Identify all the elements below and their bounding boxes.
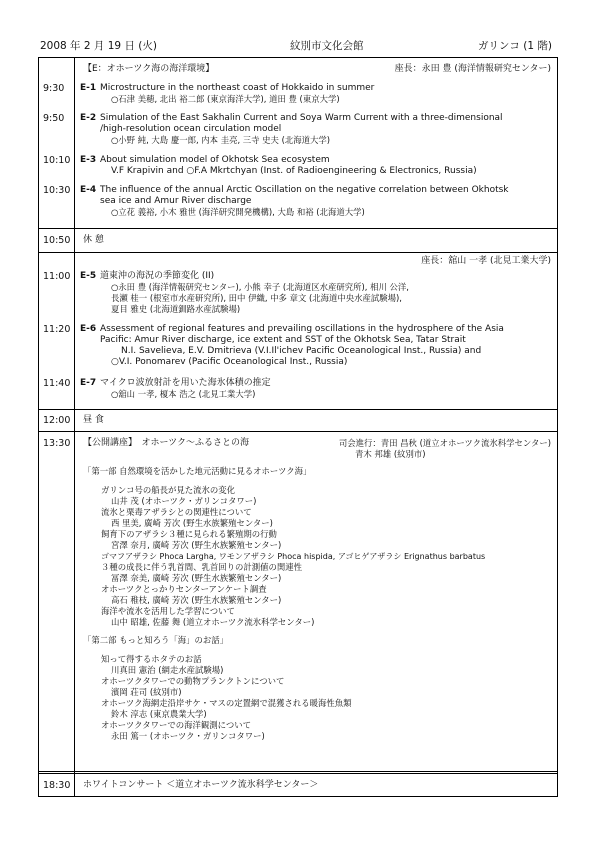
concert-label: ホワイトコンサート ＜道立オホーツク流氷科学センター＞ [83,780,319,790]
session-e-chair: 座長：永田 豊 (海洋情報研究センター) [394,64,551,74]
lecture-title: オホーツクタワーでの動物プランクトンについて [101,676,285,686]
time-label: 9:50 [43,113,65,124]
talk-id: E-2 [80,113,97,123]
lecture-speaker: 冨澤 奈美, 廣崎 芳次 (野生水族繁殖センター) [111,573,282,583]
part1-title: 「第一部 自然環境を活かした地元活動に見るオホーツク海」 [83,466,312,476]
lecture-speaker: 西 里美, 廣崎 芳次 (野生水族繁殖センター) [111,518,273,528]
part2-title: 「第二部 もっと知ろう「海」のお話」 [83,635,229,645]
lecture-title: 海洋や流氷を活用した学習について [101,606,235,616]
time-label: 9:30 [43,83,65,94]
time-label: 11:00 [43,271,71,282]
lecture-speaker: 鈴木 淳志 (東京農業大学) [111,709,207,719]
talk-authors: N.I. Savelieva, E.V. Dmitrieva (V.I.Il'ichev Pacific Oceanological Inst., Russia) and [121,346,482,356]
talk-authors: ○立花 義裕, 小木 雅世 (海洋研究開発機構), 大島 和裕 (北海道大学) [111,207,365,217]
session-e2-chair: 座長：舘山 一孝 (北見工業大学) [421,256,551,266]
schedule-table [38,57,558,797]
talk-id: E-6 [80,324,97,334]
lecture-speaker: 永田 篤一 (オホーツク・ガリンコタワー) [111,731,265,741]
row-divider [39,252,557,253]
lecture-title: オホーツク海網走沿岸サケ・マスの定置網で混獲される暖海性魚類 [101,698,352,708]
time-label: 13:30 [43,438,71,449]
lecture-title: オホーツクタワーでの海洋観測について [101,720,251,730]
time-label: 10:10 [43,155,71,166]
talk-title: sea ice and Amur River discharge [100,196,252,206]
talk-authors: ○永田 豊 (海洋情報研究センター), 小熊 幸子 (北海道区水産研究所), 相川 公洋, [111,282,409,292]
talk-authors: ○舘山 一孝, 榎本 浩之 (北見工業大学) [111,389,256,399]
talk-authors: 長瀬 桂一 (根室市水産研究所), 田中 伊織, 中多 章文 (北海道中央水産試験場), [111,293,402,303]
talk-title: About simulation model of Okhotsk Sea ecosystem [100,155,330,165]
talk-id: E-4 [80,185,97,195]
row-divider [39,431,557,432]
talk-title: Microstructure in the northeast coast of Hokkaido in summer [100,83,375,93]
lecture-title: 飼育下のアザラシ３種に見られる繁殖期の行動 [101,529,277,539]
session-e-title: 【E：オホーツク海の海洋環境】 [83,64,215,74]
talk-authors: ○V.I. Ponomarev (Pacific Oceanological Inst., Russia) [111,357,348,367]
time-label: 18:30 [43,780,71,791]
lecture-speaker: 濱岡 荘司 (紋別市) [111,687,182,697]
lecture-title: 流氷と栗毒アザラシとの関連性について [101,507,252,517]
date-label: 2008 年 2 月 19 日 (火) [40,40,157,52]
time-label: 12:00 [43,415,71,426]
time-label: 11:40 [43,378,71,389]
talk-title: The influence of the annual Arctic Oscillation on the negative correlation between Okhotsk [100,185,509,195]
lecture-title: オホーツクとっかりセンターアンケート調査 [101,584,267,594]
talk-title: Simulation of the East Sakhalin Current and Soya Warm Current with a three-dimensional [100,113,503,123]
moderator: 青木 邦雄 (紋別市) [355,449,426,459]
lecture-title: 知って得するホタテのお話 [101,654,202,664]
talk-authors: 夏目 雅史 (北海道釧路水産試験場) [111,304,241,314]
lecture-speaker: 山中 昭雄, 佐藤 舞 (道立オホーツク流氷科学センター) [111,617,315,627]
lecture-title: ガリンコ号の船長が見た流氷の変化 [101,485,235,495]
row-divider [39,228,557,229]
time-label: 10:50 [43,235,71,246]
page-header [38,38,558,54]
talk-authors: ○石津 美穂, 北出 裕二郎 (東京海洋大学), 道田 豊 (東京大学) [111,94,340,104]
public-lecture-title: 【公開講座】 オホーツク～ふるさとの海 [83,438,250,448]
talk-title: マイクロ波放射計を用いた海氷体積の推定 [100,378,271,388]
talk-authors: ○小野 純, 大島 慶一郎, 内本 圭亮, 三寺 史夫 (北海道大学) [111,135,330,145]
venue-label: 紋別市文化会館 [290,40,364,52]
room-label: ガリンコ (1 階) [477,40,552,52]
talk-id: E-7 [80,378,97,388]
talk-title: Pacific: Amur River discharge, ice extent and SST of the Okhotsk Sea, Tatar Strait [100,335,466,345]
moderator: 司会進行：青田 昌秋 (道立オホーツク流氷科学センター) [338,438,551,448]
lecture-speaker: 宮澤 奈月, 廣崎 芳次 (野生水族繁殖センター) [111,540,282,550]
time-column-divider [74,58,75,796]
lecture-title: ３種の成長に伴う乳首間、乳首回りの計測値の関連性 [101,562,302,572]
lecture-speaker: 高石 稚枝, 廣崎 芳次 (野生水族繁殖センター) [111,595,282,605]
break-label: 休 憩 [83,235,104,245]
talk-id: E-5 [80,271,97,281]
lecture-title: ゴマフアザラシ Phoca Largha, ワモンアザラシ Phoca hispida, アゴヒゲアザラシ Erignathus barbatus [101,552,486,561]
row-divider [39,771,557,774]
talk-title: /high-resolution ocean circulation model [100,124,282,134]
talk-id: E-3 [80,155,97,165]
time-label: 10:30 [43,185,71,196]
lecture-speaker: 川真田 憲治 (網走水産試験場) [111,665,224,675]
talk-id: E-1 [80,83,97,93]
lecture-speaker: 山井 茂 (オホーツク・ガリンコタワー) [111,496,257,506]
talk-authors: V.F Krapivin and ○F.A Mkrtchyan (Inst. of Radioengineering & Electronics, Russia) [111,166,477,176]
talk-title: Assessment of regional features and prevailing oscillations in the hydrosphere of the Asia [100,324,504,334]
lunch-label: 昼 食 [83,415,104,425]
row-divider [39,409,557,410]
time-label: 11:20 [43,324,71,335]
talk-title: 道東沖の海況の季節変化 (II) [100,271,215,281]
